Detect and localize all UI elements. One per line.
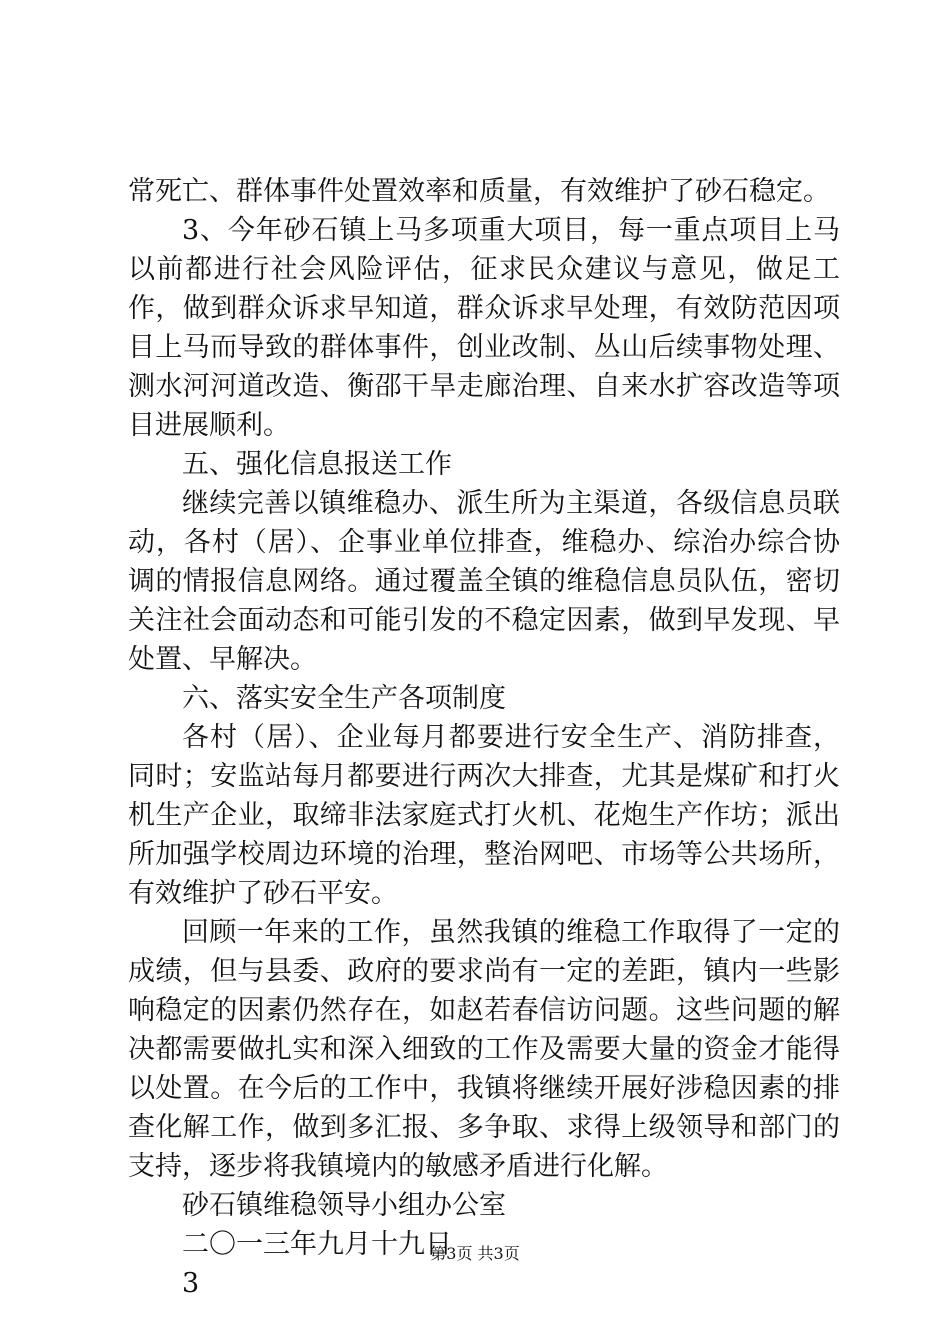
- section-heading-6: 六、落实安全生产各项制度: [182, 683, 506, 714]
- paragraph-continuation: 常死亡、群体事件处置效率和质量，有效维护了砂石稳定。: [128, 176, 830, 207]
- section-heading-5: 五、强化信息报送工作: [182, 449, 452, 480]
- paragraph-review: 回顾一年来的工作，虽然我镇的维稳工作取得了一定的成绩，但与县委、政府的要求尚有一定的差距，镇内一些影响稳定的因素仍然存在，如赵若春信访问题。这些问题的解决都需要做扎实和深入细致的工作及需要大量的资金才能得以处置。在今后的工作中，我镇将继续开展好涉稳因素的排查化解工作，做到多汇报、多争取、求得上级领导和部门的支持，逐步将我镇境内的敏感矛盾进行化解。: [128, 917, 840, 1182]
- signature-office: 砂石镇维稳领导小组办公室: [182, 1190, 506, 1221]
- paragraph-info-reporting: 继续完善以镇维稳办、派生所为主渠道，各级信息员联动，各村（居）、企事业单位排查，维稳办、综治办综合协调的情报信息网络。通过覆盖全镇的维稳信息员队伍，密切关注社会面动态和可能引发的不稳定因素，做到早发现、早处置、早解决。: [128, 488, 840, 675]
- paragraph-item-3: 3、今年砂石镇上马多项重大项目，每一重点项目上马以前都进行社会风险评估，征求民众建议与意见，做足工作，做到群众诉求早知道，群众诉求早处理，有效防范因项目上马而导致的群体事件，创业改制、丛山后续事物处理、测水河河道改造、衡邵干旱走廊治理、自来水扩容改造等项目进展顺利。: [128, 215, 840, 441]
- paragraph-safety-production: 各村（居）、企业每月都要进行安全生产、消防排查，同时；安监站每月都要进行两次大排查，尤其是煤矿和打火机生产企业，取缔非法家庭式打火机、花炮生产作坊；派出所加强学校周边环境的治理，整治网吧、市场等公共场所，有效维护了砂石平安。: [128, 722, 840, 909]
- trailing-number: 3: [182, 1268, 200, 1299]
- page-footer: 第3页 共3页: [430, 1244, 520, 1263]
- document-body: [128, 172, 840, 1303]
- signature-date: 二〇一三年九月十九日: [182, 1229, 452, 1260]
